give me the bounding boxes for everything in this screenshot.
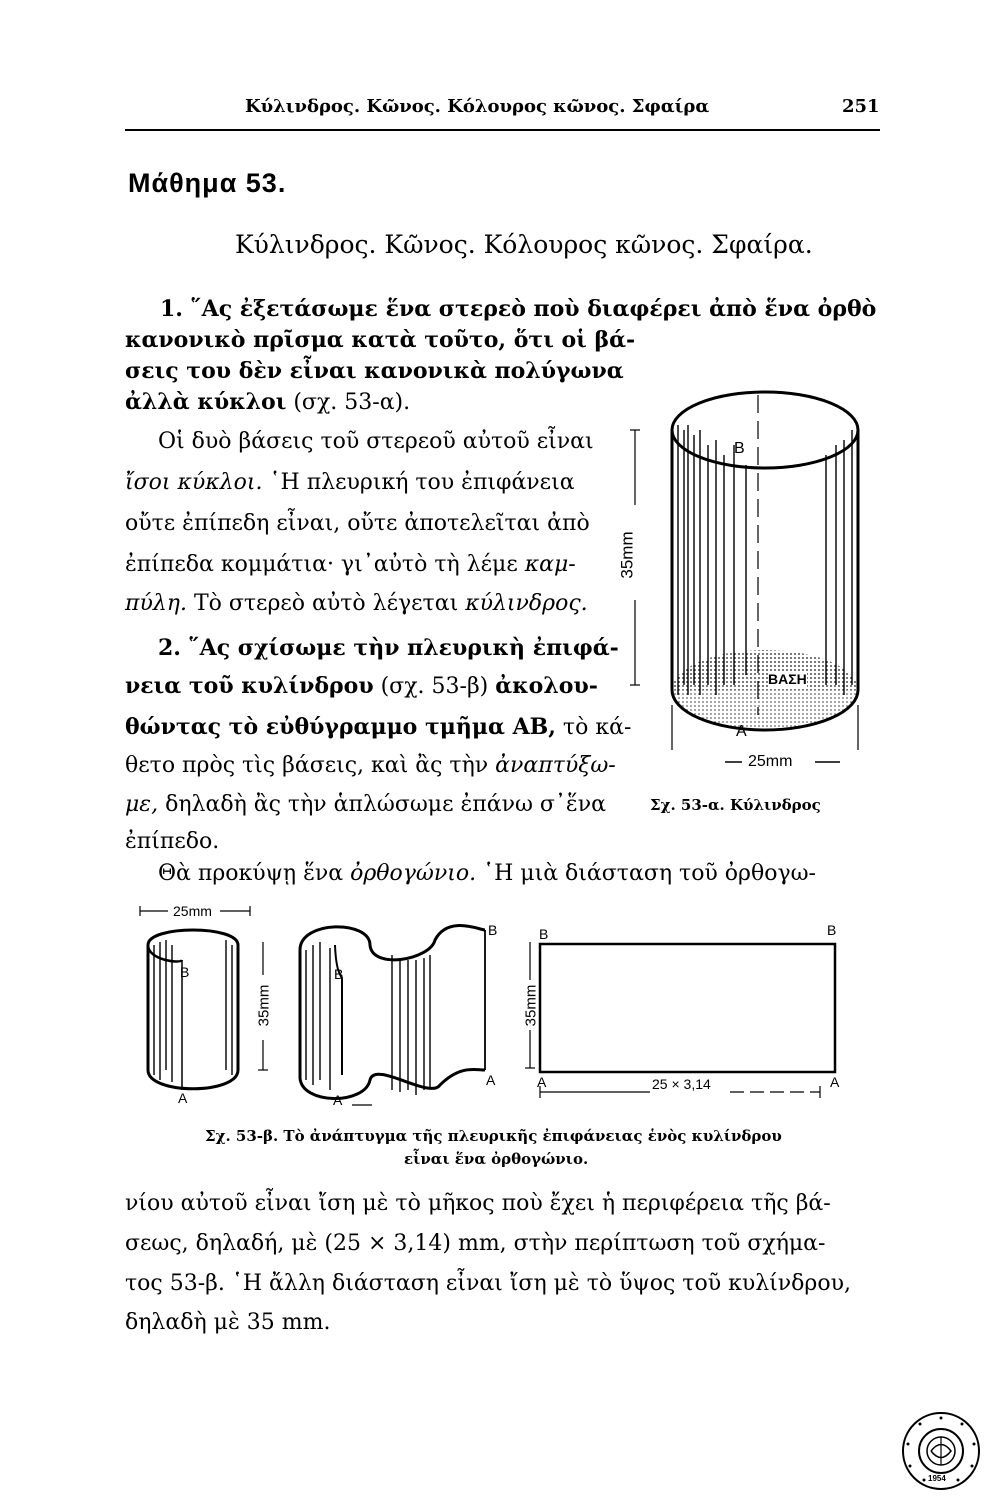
p2-line: ἐπίπεδο.	[125, 829, 220, 854]
cyl-label-A: Α	[736, 723, 747, 740]
p1-text: ἀλλὰ κύκλοι	[125, 389, 287, 415]
figure-b-caption-line2: εἶναι ἕνα ὀρθογώνιο.	[404, 1150, 589, 1168]
p2-text: με,	[125, 792, 159, 817]
p2-text: θετο πρὸς τὶς βάσεις, καὶ ἂς τὴν	[125, 753, 496, 778]
figure-a-caption: Σχ. 53-α. Κύλινδρος	[650, 796, 821, 814]
dev-c1-B: Β	[180, 964, 190, 980]
foundation-stamp	[900, 1410, 982, 1492]
figure-b-caption-line1: Σχ. 53-β. Τὸ ἀνάπτυγμα τῆς πλευρικῆς ἐπιφάνειας ἑνὸς κυλίνδρου	[205, 1127, 782, 1145]
p3-line: νίου αὐτοῦ εἶναι ἴση μὲ τὸ μῆκος ποὺ ἔχει ἡ περιφέρεια τῆς βά-	[125, 1191, 831, 1216]
p2-line	[125, 672, 598, 701]
dev-height-label-2: 35mm	[522, 984, 540, 1027]
p1-line	[125, 551, 576, 579]
p1-line: κανονικὸ πρῖσμα κατὰ τοῦτο, ὅτι οἱ βά-	[125, 327, 636, 353]
rect-B-right: Β	[827, 922, 837, 938]
dev-c2-B: Β	[334, 966, 344, 982]
p1-text: ἴσοι κύκλοι.	[125, 470, 263, 495]
rect-A-right: Α	[830, 1074, 840, 1090]
rect-B-left: Β	[539, 926, 549, 942]
dev-c2-A: Α	[333, 1092, 343, 1108]
dev-width-label: 25mm	[173, 903, 212, 919]
p1-line: 1. ῞Ας ἐξετάσωμε ἕνα στερεὸ ποὺ διαφέρει ἀπὸ ἕνα ὀρθὸ	[160, 296, 877, 322]
p1-text: (σχ. 53-α).	[286, 390, 411, 415]
cyl-label-B: Β	[734, 440, 745, 457]
p2-text: (σχ. 53-β)	[373, 674, 496, 699]
p2-line	[158, 860, 816, 888]
stamp-year: 1954	[928, 1474, 946, 1483]
p1-line	[125, 388, 410, 417]
p1-text: κύλινδρος.	[465, 591, 588, 616]
cyl-diameter-label: 25mm	[748, 753, 793, 770]
dev-c2-B2: Β	[488, 922, 498, 938]
p1-line: σεις του δὲν εἶναι κανονικὰ πολύγωνα	[125, 358, 624, 384]
running-header: Κύλινδρος. Κῶνος. Κόλουρος κῶνος. Σφαίρα	[245, 96, 710, 117]
cyl-base-label: ΒΑΣΗ	[768, 671, 807, 687]
p2-text: ὀρθογώνιο.	[350, 861, 477, 886]
p3-line: σεως, δηλαδή, μὲ (25 × 3,14) mm, στὴν περίπτωση τοῦ σχήμα-	[125, 1231, 826, 1256]
p2-text: ἀναπτύξω-	[495, 753, 616, 778]
dev-c1-A: Α	[178, 1090, 188, 1106]
page-number: 251	[842, 96, 880, 117]
figure-development	[130, 900, 850, 1115]
p3-line: δηλαδὴ μὲ 35 mm.	[125, 1310, 331, 1335]
p2-line	[125, 752, 616, 780]
p1-line: οὔτε ἐπίπεδη εἶναι, οὔτε ἀποτελεῖται ἀπὸ	[125, 511, 590, 536]
rect-length-label: 25 × 3,14	[652, 1076, 711, 1092]
p2-text: Θὰ προκύψῃ ἕνα	[158, 861, 351, 886]
p2-text: ἀκολου-	[495, 673, 598, 699]
header-rule	[125, 129, 880, 131]
dev-height-label-1: 35mm	[255, 984, 273, 1027]
cyl-height-label: 35mm	[617, 531, 637, 579]
p2-line	[125, 791, 606, 819]
p2-text: τὸ κά-	[555, 715, 632, 740]
p2-text: ῾Η μιὰ διάσταση τοῦ ὀρθογω-	[476, 861, 816, 886]
p1-text: ῾Η πλευρική του ἐπιφάνεια	[262, 470, 575, 495]
p1-text: καμ-	[524, 552, 576, 577]
p2-text: δηλαδὴ ἂς τὴν ἁπλώσωμε ἐπάνω σ᾽ἕνα	[158, 792, 606, 817]
p1-line	[125, 469, 575, 497]
lesson-subtitle: Κύλινδρος. Κῶνος. Κόλουρος κῶνος. Σφαίρα.	[235, 230, 813, 259]
p2-line	[125, 713, 631, 742]
p1-line: Οἱ δυὸ βάσεις τοῦ στερεοῦ αὐτοῦ εἶναι	[158, 429, 594, 454]
p1-text: Τὸ στερεὸ αὐτὸ λέγεται	[186, 591, 466, 616]
figure-cylinder	[617, 385, 890, 825]
p2-text: θώντας τὸ εὐθύγραμμο τμῆμα ΑΒ,	[125, 714, 556, 740]
dev-c2-A2: Α	[486, 1072, 496, 1088]
p3-line: τος 53-β. ῾Η ἄλλη διάσταση εἶναι ἴση μὲ τὸ ὕψος τοῦ κυλίνδρου,	[125, 1271, 851, 1296]
p1-text: ἐπίπεδα κομμάτια· γι᾽αὐτὸ τὴ λέμε	[125, 552, 525, 577]
rect-A-left: Α	[537, 1074, 547, 1090]
lesson-heading: Μάθημα 53.	[128, 168, 287, 198]
p1-text: πύλη.	[125, 591, 187, 616]
p2-text: νεια τοῦ κυλίνδρου	[125, 673, 374, 699]
p2-line: 2. ῞Ας σχίσωμε τὴν πλευρικὴ ἐπιφά-	[158, 635, 619, 661]
p1-line	[125, 590, 588, 618]
